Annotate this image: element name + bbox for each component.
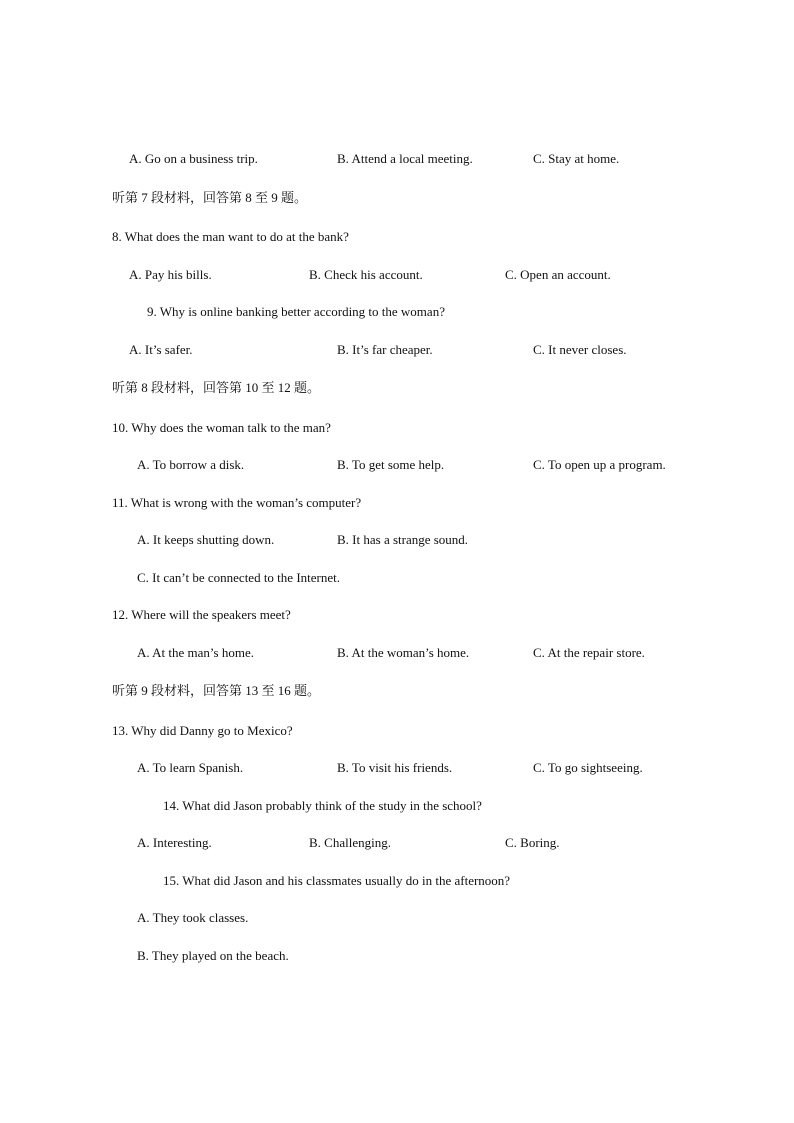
- question-10: 10. Why does the woman talk to the man?: [112, 420, 331, 435]
- q7-option-c: C. Stay at home.: [533, 151, 620, 166]
- question-13: 13. Why did Danny go to Mexico?: [112, 723, 293, 738]
- question-12: 12. Where will the speakers meet?: [112, 607, 291, 622]
- question-11: 11. What is wrong with the woman’s computer?: [112, 495, 362, 510]
- q11-option-a: A. It keeps shutting down.: [137, 532, 275, 547]
- q8-option-c: C. Open an account.: [505, 267, 611, 282]
- q14-option-a: A. Interesting.: [137, 835, 212, 850]
- q7-option-a: A. Go on a business trip.: [129, 151, 258, 166]
- q13-option-c: C. To go sightseeing.: [533, 760, 643, 775]
- q11-option-c: C. It can’t be connected to the Internet.: [137, 570, 340, 585]
- question-8: 8. What does the man want to do at the bank?: [112, 229, 349, 244]
- q12-option-a: A. At the man’s home.: [137, 645, 254, 660]
- section-9-header: 听第 9 段材料，回答第 13 至 16 题。: [112, 683, 321, 698]
- q9-option-a: A. It’s safer.: [129, 342, 193, 357]
- q9-option-b: B. It’s far cheaper.: [337, 342, 433, 357]
- q15-option-b: B. They played on the beach.: [137, 948, 289, 963]
- section-7-header: 听第 7 段材料，回答第 8 至 9 题。: [112, 190, 308, 205]
- q14-option-c: C. Boring.: [505, 835, 560, 850]
- q12-option-c: C. At the repair store.: [533, 645, 645, 660]
- question-14: 14. What did Jason probably think of the study in the school?: [163, 798, 482, 813]
- section-8-header: 听第 8 段材料，回答第 10 至 12 题。: [112, 380, 321, 395]
- question-9: 9. Why is online banking better according to the woman?: [147, 304, 445, 319]
- q10-option-c: C. To open up a program.: [533, 457, 666, 472]
- question-15: 15. What did Jason and his classmates usually do in the afternoon?: [163, 873, 511, 888]
- q12-option-b: B. At the woman’s home.: [337, 645, 470, 660]
- q14-option-b: B. Challenging.: [309, 835, 391, 850]
- q13-option-a: A. To learn Spanish.: [137, 760, 244, 775]
- q11-option-b: B. It has a strange sound.: [337, 532, 469, 547]
- q8-option-b: B. Check his account.: [309, 267, 423, 282]
- q8-option-a: A. Pay his bills.: [129, 267, 212, 282]
- q10-option-a: A. To borrow a disk.: [137, 457, 245, 472]
- q7-option-b: B. Attend a local meeting.: [337, 151, 473, 166]
- q15-option-a: A. They took classes.: [137, 910, 249, 925]
- q9-option-c: C. It never closes.: [533, 342, 627, 357]
- q10-option-b: B. To get some help.: [337, 457, 445, 472]
- q13-option-b: B. To visit his friends.: [337, 760, 453, 775]
